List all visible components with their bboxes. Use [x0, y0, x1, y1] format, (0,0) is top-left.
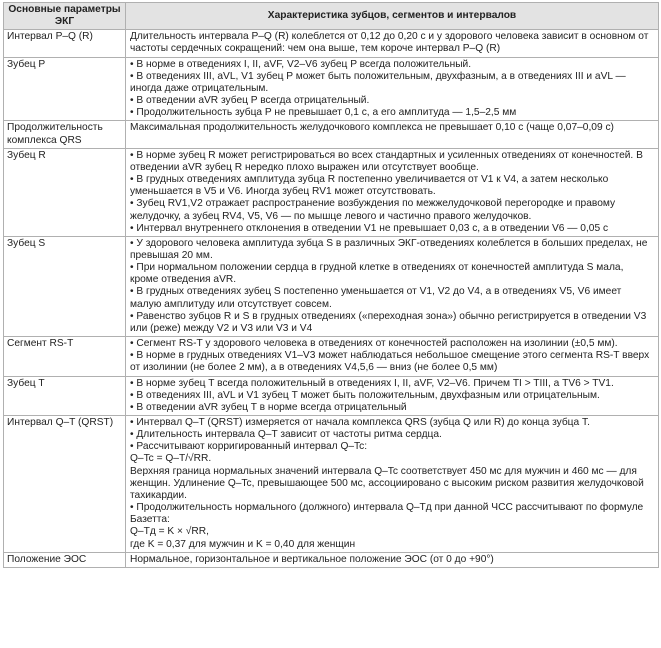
row-description	[126, 121, 659, 148]
row-description	[126, 416, 659, 553]
table-header-row	[4, 3, 659, 30]
row-description	[126, 337, 659, 376]
table-row	[4, 416, 659, 553]
description-line: • Длительность интервала Q–T зависит от частоты ритма сердца.	[130, 429, 442, 441]
description-line: • В грудных отведениях зубец S постепенно уменьшается от V1, V2 до V4, а в отведениях V5, V6 имеет малую амплитуду или отсутствует совсем.	[130, 286, 622, 310]
description-line: • В норме в отведениях I, II, aVF, V2–V6 зубец P всегда положительный.	[130, 58, 472, 70]
description-line: Верхняя граница нормальных значений интервала Q–Tc соответствует 450 мс для мужчин и 460 мс — для женщин. Удлинение Q–Tc, превышающее 500 мс, ассоциировано с высоким риском развития желудочковой тахикардии.	[130, 465, 644, 501]
description-line: • Равенство зубцов R и S в грудных отведениях («переходная зона») обычно регистрируется в отведении V3 или (реже) между V2 и V3 или V3 и V4	[130, 310, 647, 334]
table-row	[4, 337, 659, 376]
row-description	[126, 148, 659, 236]
header-description: Характеристика зубцов, сегментов и интервалов	[126, 3, 659, 30]
description-line: • При нормальном положении сердца в грудной клетке в отведениях от конечностей амплитуда S мала, кроме отведения aVR.	[130, 262, 624, 286]
description-line: Максимальная продолжительность желудочкового комплекса не превышает 0,10 с (чаще 0,07–0,09 с)	[130, 122, 614, 134]
header-param: Основные параметры ЭКГ	[4, 3, 126, 30]
description-line: • В норме зубец R может регистрироваться во всех стандартных и усиленных отведениях от конечностей. В отведении aVR зубец R нередко плохо выражен или отсутствует вообще.	[130, 149, 643, 173]
description-line: • В норме в грудных отведениях V1–V3 может наблюдаться небольшое смещение этого сегмента RS-T вверх от изолинии (не более 2 мм), а в отведениях V4,5,6 — вниз (не более 0,5 мм)	[130, 350, 650, 374]
table-row	[4, 57, 659, 121]
description-line: • В отведениях III, aVL и V1 зубец T может быть положительным, двухфазным или отрицательным.	[130, 389, 600, 401]
table-row	[4, 376, 659, 415]
row-param: Положение ЭОС	[4, 552, 126, 567]
table-row	[4, 148, 659, 236]
description-line: • Интервал внутреннего отклонения в отведении V1 не превышает 0,03 с, а в отведении V6 — 0,05 с	[130, 222, 609, 234]
description-line: где K = 0,37 для мужчин и K = 0,40 для женщин	[130, 538, 356, 550]
description-line: • В грудных отведениях амплитуда зубца R постепенно увеличивается от V1 к V4, а затем несколько уменьшается в V5 и V6. Иногда зубец RV1 может отсутствовать.	[130, 174, 609, 198]
description-line: • Интервал Q–T (QRST) измеряется от начала комплекса QRS (зубца Q или R) до конца зубца T.	[130, 417, 590, 428]
row-description	[126, 57, 659, 121]
row-description	[126, 236, 659, 336]
description-line: • В отведениях III, aVL, V1 зубец P может быть положительным, двухфазным, а в отведениях III и aVL — иногда даже отрицательным.	[130, 70, 626, 94]
table-row	[4, 236, 659, 336]
description-line: • У здорового человека амплитуда зубца S в различных ЭКГ-отведениях колеблется в больших пределах, не превышая 20 мм.	[130, 237, 648, 261]
row-param: Продолжительность комплекса QRS	[4, 121, 126, 148]
description-line: • Продолжительность зубца P не превышает 0,1 с, а его амплитуда — 1,5–2,5 мм	[130, 107, 517, 119]
description-line: • Рассчитывают корригированный интервал Q–Tc:	[130, 441, 368, 453]
row-param: Интервал P–Q (R)	[4, 30, 126, 57]
table-row	[4, 30, 659, 57]
row-description	[126, 30, 659, 57]
description-line: • В отведении aVR зубец P всегда отрицательный.	[130, 95, 370, 107]
row-param: Зубец P	[4, 57, 126, 121]
description-line: • В отведении aVR зубец T в норме всегда отрицательный	[130, 401, 407, 413]
row-description	[126, 552, 659, 567]
description-line: • В норме зубец T всегда положительный в отведениях I, II, aVF, V2–V6. Причем TI > TIII, а TV6 > TV1.	[130, 377, 614, 389]
row-param: Зубец S	[4, 236, 126, 336]
ecg-parameters-table	[3, 2, 659, 568]
row-param: Зубец T	[4, 376, 126, 415]
ecg-parameters-document	[3, 2, 658, 568]
description-line: • Сегмент RS-T у здорового человека в отведениях от конечностей расположен на изолинии (±0,5 мм).	[130, 338, 618, 350]
description-line: • Продолжительность нормального (должного) интервала Q–Tд при данной ЧСС рассчитывают по формуле Базетта:	[130, 502, 644, 526]
row-description	[126, 376, 659, 415]
description-line: Длительность интервала P–Q (R) колеблется от 0,12 до 0,20 с и у здорового человека зависит в основном от частоты сердечных сокращений: чем она выше, тем короче интервал P–Q (R)	[130, 31, 649, 55]
table-row	[4, 552, 659, 567]
row-param: Зубец R	[4, 148, 126, 236]
description-line: Нормальное, горизонтальное и вертикальное положение ЭОС (от 0 до +90°)	[130, 553, 494, 565]
row-param: Сегмент RS-T	[4, 337, 126, 376]
description-line: Q–Tд = K × √RR,	[130, 526, 209, 538]
description-line: • Зубец RV1,V2 отражает распространение возбуждения по межжелудочковой перегородке и правому желудочку, а зубец RV4, V5, V6 — по мышце левого и частично правого желудочков.	[130, 198, 616, 222]
row-param: Интервал Q–T (QRST)	[4, 416, 126, 553]
table-row	[4, 121, 659, 148]
description-line: Q–Tc = Q–T/√RR.	[130, 453, 212, 465]
